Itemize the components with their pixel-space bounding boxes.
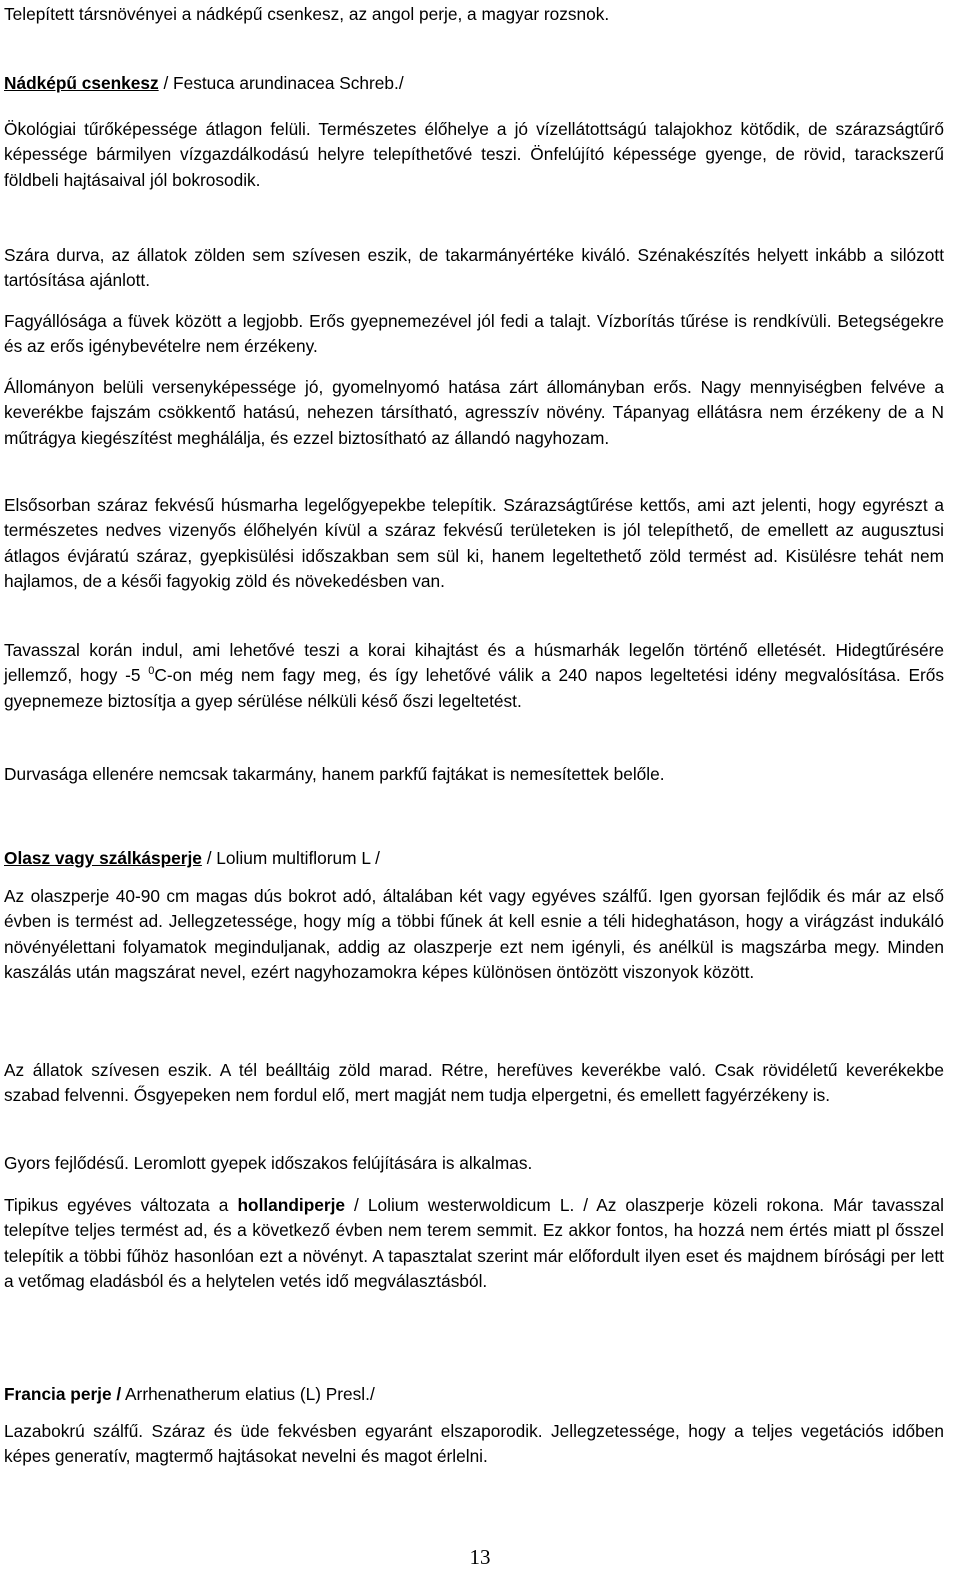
- text-run: / Lolium westerwoldicum L. / Az olaszperje közeli rokona. Már tavasszal telepítve teljes termést ad, és a következő évben nem terem semmit. Ez akkor fontos, ha hozzá nem értés miatt pl ősszel telepítik a többi fűhöz hasonlóan ezt a növényt. A tapasztalat szerint már előfordult ilyen eset és majdnem bírósági per lett a vetőmag eladásból és a helytelen vetés idő megválasztásból.: [4, 1195, 945, 1292]
- species-name-bold: hollandiperje: [237, 1195, 345, 1215]
- section-heading-lolium: [4, 846, 944, 871]
- paragraph: Durvasága ellenére nemcsak takarmány, hanem parkfű fajtákat is nemesítettek belőle.: [4, 764, 665, 784]
- paragraph: Lazabokrú szálfű. Száraz és üde fekvésben egyaránt elszaporodik. Jellegzetessége, hogy a teljes vegetációs időben képes generatív, magtermő hajtásokat nevelni és magot érlelni.: [4, 1421, 944, 1467]
- text-run: Tavasszal korán indul, ami lehetővé teszi a korai kihajtást és a húsmarhák legelőn történő elletését. Hidegtűrésére jellemző, hogy -5: [4, 640, 944, 686]
- paragraph: Fagyállósága a füvek között a legjobb. Erős gyepnemezével jól fedi a talajt. Vízborítás tűrése is rendkívüli. Betegségekre és az erős igénybevételre nem érzékeny.: [4, 311, 944, 357]
- paragraph: Gyors fejlődésű. Leromlott gyepek időszakos felújítására is alkalmas.: [4, 1153, 533, 1173]
- paragraph: Elsősorban száraz fekvésű húsmarha legelőgyepekbe telepítik. Szárazságtűrése kettős, ami azt jelenti, hogy egyrészt a természetes nedves vizenyős élőhelyén kívül a száraz fekvésű területeken is jól telepíthető, de emellett az augusztusi átlagos évjáratú száraz, gyepkisülési időszakban sem sül ki, hanem legeltethető zöld termést ad. Kisülésre tehát nem hajlamos, de a késői fagyokig zöld és növekedésben van.: [4, 495, 944, 592]
- page-number: 13: [469, 1545, 491, 1569]
- species-latin: / Festuca arundinacea Schreb./: [158, 73, 404, 93]
- paragraph: Az olaszperje 40-90 cm magas dús bokrot adó, általában két vagy egyéves szálfű. Igen gyorsan fejlődik és már az első évben is termést ad. Jellegzetessége, hogy míg a többi fűnek át kell esnie a téli hideghatáson, hogy a virágzást indukáló növényélettani folyamatok meginduljanak, addig az olaszperje ezt nem igényli, és anélkül is magszárba megy. Minden kaszálás után magszárat nevel, ezért nagyhozamokra képes különösen öntözött viszonyok között.: [4, 886, 944, 983]
- species-name: Olasz vagy szálkásperje: [4, 848, 202, 868]
- paragraph: Az állatok szívesen eszik. A tél beálltáig zöld marad. Rétre, herefüves keverékbe való. Csak rövidéletű keverékekbe szabad felvenni. Ősgyepeken nem fordul elő, mert magját nem tudja elpergetni, és emellett fagyérzékeny is.: [4, 1060, 944, 1106]
- species-name: Francia perje /: [4, 1384, 122, 1404]
- paragraph: Szára durva, az állatok zölden sem szívesen eszik, de takarmányértéke kiváló. Szénakészítés helyett inkább a silózott tartósítása ajánlott.: [4, 245, 944, 291]
- species-latin: / Lolium multiflorum L /: [201, 848, 380, 868]
- text-run: C-on még nem fagy meg, és így lehetővé válik a 240 napos legeltetési idény megvalósítása. Erős gyepnemeze biztosítja a gyep sérülése nélküli késő őszi legeltetést.: [4, 665, 944, 711]
- species-name: Nádképű csenkesz: [4, 73, 159, 93]
- paragraph: Ökológiai tűrőképessége átlagon felüli. Természetes élőhelye a jó vízellátottságú talajokhoz kötődik, de szárazságtűrő képessége bármilyen vízgazdálkodású helyre telepíthetővé teszi. Önfelújító képessége gyenge, de rövid, tarackszerű földbeli hajtásaival jól bokrosodik.: [4, 119, 944, 190]
- intro-paragraph: Telepített társnövényei a nádképű csenkesz, az angol perje, a magyar rozsnok.: [4, 4, 610, 24]
- section-heading-festuca: [4, 71, 944, 96]
- superscript: 0: [148, 665, 155, 678]
- text-run: Tipikus egyéves változata a: [4, 1195, 238, 1215]
- paragraph: Állományon belüli versenyképessége jó, gyomelnyomó hatása zárt állományban erős. Nagy mennyiségben felvéve a keverékbe fajszám csökkentő hatású, nehezen társítható, agresszív növény. Tápanyag ellátásra nem érzékeny de a N műtrágya kiegészítést meghálálja, és ezzel biztosítható az állandó nagyhozam.: [4, 377, 944, 448]
- paragraph: [4, 1193, 944, 1295]
- paragraph: [4, 638, 944, 714]
- section-heading-arrhenatherum: [4, 1382, 944, 1407]
- species-latin: Arrhenatherum elatius (L) Presl./: [121, 1384, 375, 1404]
